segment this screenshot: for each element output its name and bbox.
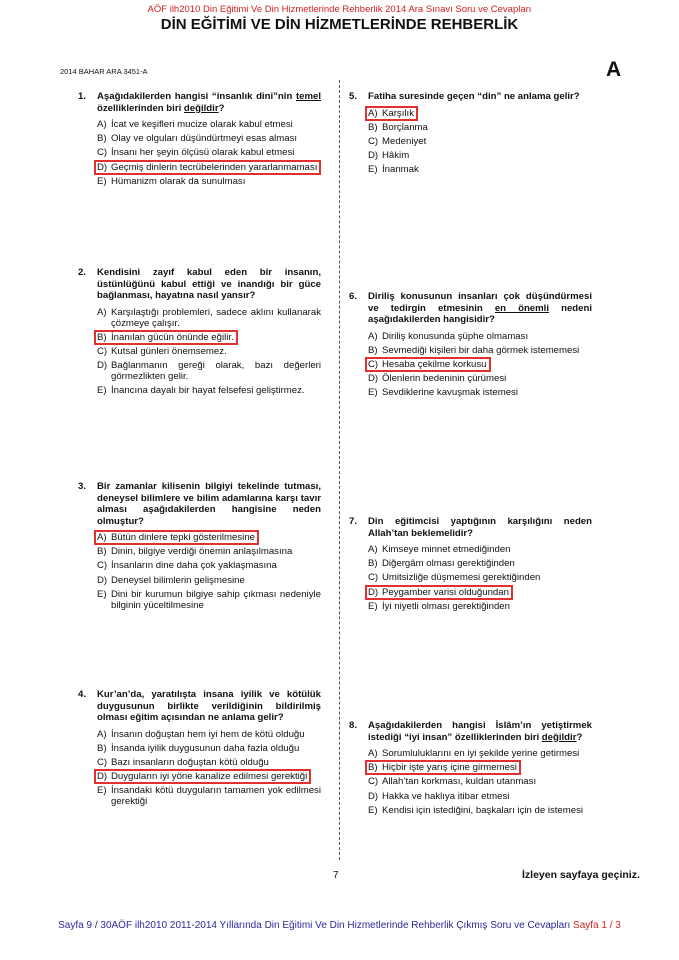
question-text-segment: Bir zamanlar kilisenin bilgiyi tekelinde tutması, deneysel bilimlere ve bilim adamlarına karşı tavır alması aşağıdakilerden hangisine neden olmuştur? — [97, 481, 321, 527]
option-list — [97, 729, 321, 808]
footer — [0, 920, 679, 931]
option-list — [368, 748, 592, 816]
option-letter: B) — [97, 331, 107, 343]
option-e — [368, 164, 592, 175]
source-header: AÖF ilh2010 Din Eğitimi Ve Din Hizmetlerinde Rehberlik 2014 Ara Sınavı Soru ve Cevapları — [147, 4, 532, 15]
option-text: Sorumluluklarını en iyi şekilde yerine getirmesi — [382, 748, 580, 759]
footer-page-right: Sayfa 1 / 3 — [573, 920, 621, 931]
option-a — [368, 544, 592, 555]
option-text: Diğergâm olması gerektiğinden — [382, 558, 515, 570]
option-b — [368, 558, 592, 569]
option-letter: B) — [368, 121, 378, 133]
option-text: Geçmiş dinlerin tecrübelerinden yararlanmaması — [111, 161, 318, 173]
question-text-segment: Kendisini zayıf kabul eden bir insanın, üstünlüğünü kabul ettiği ve inandığı bir güce bağlanması, hayatına nasıl yansır? — [97, 267, 321, 301]
option-list — [368, 108, 592, 176]
option-text: Hümanizm olarak da sunulması — [111, 175, 246, 187]
option-d — [97, 575, 321, 586]
option-c — [368, 572, 592, 583]
question-stem — [349, 516, 592, 539]
option-a — [368, 108, 592, 119]
option-d — [368, 150, 592, 161]
option-a — [368, 331, 592, 342]
option-letter: B) — [97, 546, 107, 558]
option-text: Hâkim — [382, 150, 410, 162]
page-number: 7 — [333, 870, 339, 881]
question-number: 5. — [349, 91, 358, 102]
question-text-emphasis: değildir — [183, 102, 219, 114]
option-e — [368, 601, 592, 612]
question-2 — [78, 267, 321, 399]
option-letter: D) — [97, 360, 108, 372]
option-c — [97, 560, 321, 571]
option-letter: E) — [368, 600, 378, 612]
footer-page-left: Sayfa 9 / 30 — [58, 920, 112, 931]
question-5 — [349, 91, 592, 178]
option-d — [97, 360, 321, 382]
option-b — [368, 122, 592, 133]
option-b — [368, 762, 592, 773]
question-text-segment: nedeni aşağıdakilerden hangisidir? — [368, 302, 592, 325]
option-c — [368, 136, 592, 147]
option-text: Karşılaştığı problemleri, sadece aklını kullanarak çözmeye çalışır. — [111, 306, 321, 329]
question-stem — [78, 267, 321, 302]
option-letter: D) — [97, 574, 108, 586]
option-e — [97, 385, 321, 396]
option-letter: E) — [97, 785, 107, 797]
option-list — [368, 331, 592, 399]
option-text: İnsanı her şeyin ölçüsü olarak kabul etmesi — [111, 147, 295, 159]
option-text: Medeniyet — [382, 135, 427, 147]
option-d — [97, 162, 321, 173]
question-4 — [78, 689, 321, 810]
option-b — [97, 332, 321, 343]
option-text: Duyguların iyi yöne kanalize edilmesi gerektiği — [111, 771, 308, 783]
option-e — [97, 176, 321, 187]
option-letter: C) — [97, 147, 108, 159]
option-list — [97, 119, 321, 187]
option-letter: C) — [97, 756, 108, 768]
option-text: Hesaba çekilme korkusu — [382, 358, 487, 370]
option-b — [97, 133, 321, 144]
option-b — [368, 345, 592, 356]
option-text: İnsanın doğuştan hem iyi hem de kötü olduğu — [111, 728, 305, 740]
option-text: İnancına dayalı bir hayat felsefesi geliştirmez. — [111, 385, 305, 397]
question-text-emphasis: en önemli — [494, 302, 550, 314]
question-number: 7. — [349, 516, 358, 527]
exam-code: 2014 BAHAR ARA 3451-A — [60, 67, 148, 76]
option-letter: D) — [368, 790, 379, 802]
page-title: DİN EĞİTİMİ VE DİN HİZMETLERİNDE REHBERLİK — [160, 16, 519, 33]
option-text: İyi niyetli olması gerektiğinden — [382, 600, 510, 612]
option-c — [97, 147, 321, 158]
option-a — [368, 748, 592, 759]
option-text: Allah’tan korkması, kuldan utanması — [382, 776, 537, 788]
option-list — [97, 307, 321, 397]
question-text-segment: Din eğitimcisi yaptığının karşılığını neden Allah’tan beklemelidir? — [368, 516, 592, 539]
question-text-segment: Aşağıdakilerden hangisi İslâm’ın yetiştirmek istediği “iyi insan” özelliklerinden biri — [368, 720, 592, 743]
option-text: Bazı insanların doğuştan kötü olduğu — [111, 756, 269, 768]
question-number: 1. — [78, 91, 87, 102]
option-letter: A) — [368, 107, 378, 119]
question-text-emphasis: temel — [295, 91, 321, 102]
question-8 — [349, 720, 592, 819]
question-text-segment: Kur’an’da, yaratılışta insana iyilik ve kötülük duygusunun birlikte verildiğinin bildirilmiş olması eğitim açısından ne anlama gelir? — [97, 689, 321, 723]
question-number: 3. — [78, 481, 87, 492]
option-letter: B) — [368, 344, 378, 356]
option-d — [368, 373, 592, 384]
question-stem — [349, 91, 592, 103]
question-stem — [78, 689, 321, 724]
option-letter: A) — [97, 728, 107, 740]
column-divider — [339, 80, 340, 860]
option-letter: C) — [368, 776, 379, 788]
option-letter: A) — [368, 748, 378, 759]
question-6 — [349, 291, 592, 401]
question-stem — [78, 481, 321, 527]
question-text — [97, 481, 321, 527]
option-text: Sevdiklerine kavuşmak istemesi — [382, 387, 518, 399]
option-letter: D) — [368, 373, 379, 385]
question-number: 6. — [349, 291, 358, 302]
option-letter: E) — [368, 387, 378, 399]
question-text-segment: Aşağıdakilerden hangisi “insanlık dini”nin — [97, 91, 296, 102]
option-d — [368, 587, 592, 598]
option-letter: E) — [97, 588, 107, 600]
option-e — [368, 387, 592, 398]
option-letter: B) — [97, 742, 107, 754]
option-letter: A) — [97, 119, 107, 130]
booklet-letter: A — [606, 58, 622, 81]
option-text: Kutsal günleri önemsemez. — [111, 345, 227, 357]
option-a — [97, 729, 321, 740]
option-text: Dini bir kurumun bilgiye sahip çıkması nedeniyle bilginin yüceltilmesine — [111, 588, 321, 611]
option-d — [368, 791, 592, 802]
question-1 — [78, 91, 321, 190]
option-text: Bütün dinlere tepki gösterilmesine — [111, 532, 255, 543]
option-text: İcat ve keşifleri mucize olarak kabul etmesi — [111, 119, 293, 130]
option-list — [97, 532, 321, 611]
option-text: İnsandaki kötü duyguların tamamen yok edilmesi gerektiği — [111, 785, 321, 808]
next-page-note: İzleyen sayfaya geçiniz. — [522, 869, 640, 881]
option-b — [97, 546, 321, 557]
option-text: Deneysel bilimlerin gelişmesine — [111, 574, 245, 586]
question-stem — [349, 720, 592, 743]
option-e — [97, 589, 321, 611]
question-stem — [78, 91, 321, 114]
question-7 — [349, 516, 592, 615]
question-stem — [349, 291, 592, 326]
option-letter: C) — [97, 560, 108, 572]
option-c — [97, 757, 321, 768]
option-text: Borçlanma — [382, 121, 428, 133]
option-letter: C) — [97, 345, 108, 357]
option-text: Diriliş konusunda şüphe olmaması — [382, 330, 529, 342]
option-a — [97, 119, 321, 130]
question-text — [368, 291, 592, 326]
option-letter: C) — [368, 572, 379, 584]
option-letter: C) — [368, 358, 379, 370]
option-letter: D) — [97, 771, 108, 783]
question-text — [368, 91, 580, 103]
question-text — [97, 689, 321, 724]
question-text-segment: ? — [218, 102, 225, 114]
option-text: Bağlanmanın gereği olarak, bazı değerleri görmezlikten gelir. — [111, 360, 321, 383]
question-text-segment: ? — [576, 731, 583, 743]
option-e — [97, 785, 321, 807]
question-3 — [78, 481, 321, 614]
option-a — [97, 532, 321, 543]
question-text-segment: Diriliş konusunun insanları çok düşündürmesi ve tedirgin etmesinin — [368, 291, 592, 314]
option-letter: E) — [97, 175, 107, 187]
question-text-segment: Fatiha suresinde geçen “din” ne anlama gelir? — [368, 91, 580, 102]
question-number: 2. — [78, 267, 87, 278]
question-text — [97, 267, 321, 302]
option-text: Hiçbir işte yarış içine girmemesi — [382, 762, 517, 774]
option-text: Hakka ve haklıya itibar etmesi — [382, 790, 510, 802]
option-text: İnanılan gücün önünde eğilir. — [111, 331, 234, 343]
option-text: İnsanda iyilik duygusunun daha fazla olduğu — [111, 742, 300, 754]
option-letter: A) — [368, 330, 378, 342]
option-d — [97, 771, 321, 782]
option-letter: B) — [368, 762, 378, 774]
question-text — [97, 91, 321, 114]
option-letter: A) — [368, 544, 378, 555]
option-letter: B) — [368, 558, 378, 570]
option-letter: A) — [97, 532, 107, 543]
option-text: Dinin, bilgiye verdiği önemin anlaşılmasına — [111, 546, 293, 558]
option-c — [368, 359, 592, 370]
option-b — [97, 743, 321, 754]
footer-title: AÖF ilh2010 2011-2014 Yıllarında Din Eğitimi Ve Din Hizmetlerinde Rehberlik Çıkmış Soru ve Cevapları — [111, 920, 571, 931]
question-text — [368, 720, 592, 743]
option-text: İnsanların dine daha çok yaklaşmasına — [111, 560, 277, 572]
option-letter: E) — [368, 164, 378, 176]
option-text: Karşılık — [382, 107, 414, 119]
option-text: Kendisi için istediğini, başkaları için de istemesi — [382, 804, 584, 816]
option-c — [368, 776, 592, 787]
question-number: 8. — [349, 720, 358, 731]
option-letter: A) — [97, 306, 107, 318]
option-text: Ölenlerin bedeninin çürümesi — [382, 373, 507, 385]
question-text-segment: özelliklerinden biri — [97, 102, 184, 114]
option-text: Umitsizliğe düşmemesi gerektiğinden — [382, 572, 541, 584]
question-number: 4. — [78, 689, 87, 700]
option-letter: E) — [368, 804, 378, 816]
option-e — [368, 805, 592, 816]
option-letter: C) — [368, 135, 379, 147]
option-letter: D) — [368, 150, 379, 162]
option-letter: D) — [97, 161, 108, 173]
option-text: Peygamber varisi olduğundan — [382, 586, 509, 598]
option-text: Kimseye minnet etmediğinden — [382, 544, 511, 555]
option-a — [97, 307, 321, 329]
question-text-emphasis: değildir — [541, 731, 577, 743]
option-text: İnanmak — [382, 164, 419, 176]
option-list — [368, 544, 592, 612]
question-text — [368, 516, 592, 539]
option-letter: D) — [368, 586, 379, 598]
option-c — [97, 346, 321, 357]
option-letter: B) — [97, 133, 107, 145]
option-text: Olay ve olguları düşündürtmeyi esas alması — [111, 133, 298, 145]
option-letter: E) — [97, 385, 107, 397]
option-text: Sevmediği kişileri bir daha görmek istememesi — [382, 344, 580, 356]
